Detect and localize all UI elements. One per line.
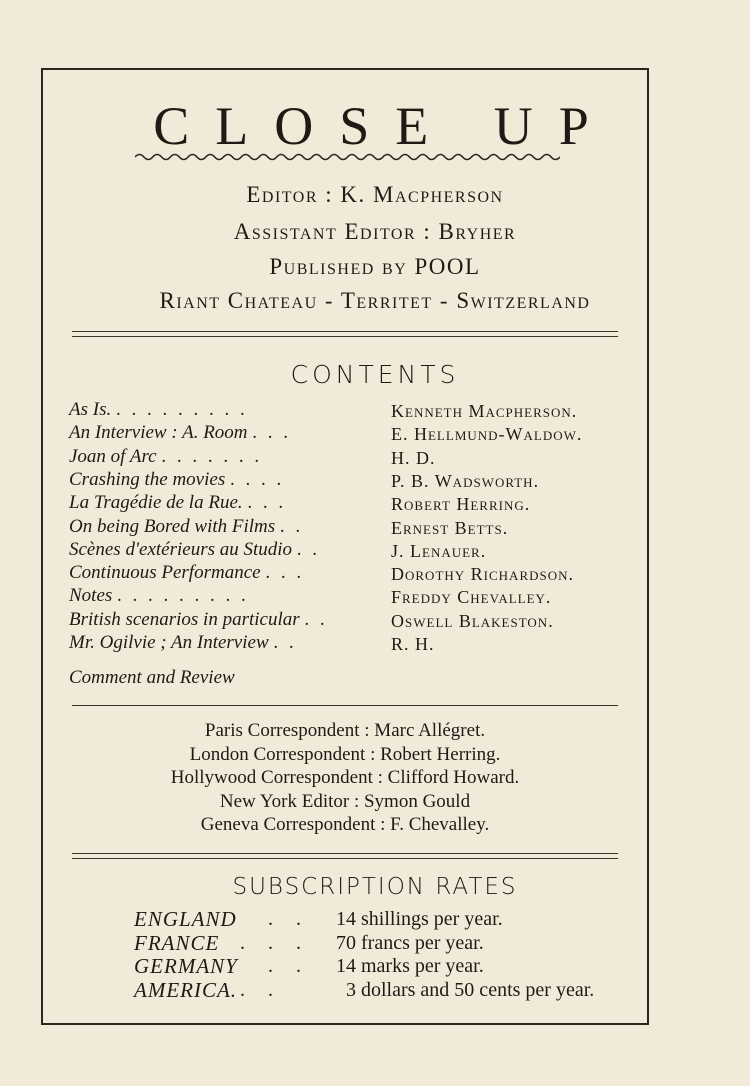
contents-item-author: P. B. Wadsworth. (391, 470, 540, 491)
subscription-price: 3 dollars and 50 cents per year. (346, 978, 595, 1001)
publisher-line: Published by POOL (269, 254, 481, 279)
article-title: Notes (69, 585, 113, 607)
divider-rule (72, 705, 618, 706)
correspondent-line: Hollywood Correspondent : Clifford Howard. (170, 767, 520, 789)
leader-dots: . . (279, 515, 304, 537)
correspondent-line: Geneva Correspondent : F. Chevalley. (200, 814, 490, 836)
leader-dots: . . . (252, 422, 292, 444)
subscription-country: GERMANY (134, 954, 238, 978)
contents-item-author: J. Lenauer. (391, 540, 487, 561)
contents-item-title[interactable] (69, 585, 249, 607)
subscription-country: ENGLAND (134, 907, 237, 931)
article-title: Mr. Ogilvie ; An Interview (69, 632, 269, 653)
article-title: As Is. (69, 399, 112, 420)
article-title: On being Bored with Films (69, 515, 276, 537)
contents-item-title[interactable] (69, 492, 286, 514)
subscription-country: AMERICA. (134, 977, 238, 1002)
contents-item-author: Robert Herring. (391, 494, 531, 515)
magazine-title: CLOSE UP (153, 96, 615, 156)
contents-heading: CONTENTS (290, 360, 460, 389)
leader-dots: . . (304, 608, 328, 630)
contents-item-author: Kenneth Macpherson. (391, 401, 578, 421)
subscription-price: 14 marks per year. (336, 955, 484, 977)
article-title: Crashing the movies (69, 468, 226, 490)
wavy-ornament (135, 150, 560, 164)
contents-item-author: Oswell Blakeston. (391, 610, 554, 631)
contents-item-title[interactable] (69, 539, 320, 561)
contents-item-title[interactable] (69, 469, 284, 491)
leader-dots: . . . (265, 562, 305, 584)
divider-rule (72, 331, 618, 337)
article-title: Joan of Arc (69, 445, 157, 467)
leader-dots: . . . . . . . . . (115, 399, 248, 420)
correspondent-line: Paris Correspondent : Marc Allégret. (204, 720, 486, 741)
correspondent-line: New York Editor : Symon Gould (219, 790, 471, 812)
contents-item-author: E. Hellmund-Waldow. (391, 424, 583, 445)
leader-dots: . . . (240, 931, 310, 954)
leader-dots: . . . . (229, 468, 285, 490)
divider-rule (72, 853, 618, 859)
subscription-price: 14 shillings per year. (336, 908, 503, 930)
leader-dots: . . (240, 978, 282, 1001)
correspondent-line: London Correspondent : Robert Herring. (189, 743, 501, 765)
contents-item-title[interactable] (69, 446, 262, 468)
article-title: An Interview : A. Room (69, 422, 248, 444)
leader-dots: . . . . . . . . . (117, 585, 249, 607)
contents-item-author: Dorothy Richardson. (391, 564, 575, 585)
leader-dots: . . . (247, 492, 287, 514)
subscription-heading: SUBSCRIPTION RATES (232, 874, 518, 900)
contents-item-title[interactable] (69, 516, 303, 538)
address-line: Riant Chateau - Territet - Switzerland (159, 288, 591, 313)
leader-dots: . . (273, 632, 297, 653)
contents-item-author: R. H. (391, 634, 435, 654)
contents-item-author: Freddy Chevalley. (391, 587, 552, 608)
article-title: Scènes d'extérieurs au Studio (69, 538, 293, 560)
contents-item-author: H. D. (391, 447, 436, 468)
leader-dots: . . (296, 538, 321, 560)
assistant-editor-line: Assistant Editor : Bryher (233, 219, 517, 244)
contents-item-title[interactable] (69, 562, 304, 584)
article-title: La Tragédie de la Rue. (69, 492, 243, 514)
contents-item-title[interactable] (69, 632, 297, 654)
leader-dots: . . (268, 908, 310, 930)
article-title: Continuous Performance (69, 562, 261, 584)
comment-and-review[interactable]: Comment and Review (69, 667, 235, 688)
editor-line: Editor : K. Macpherson (246, 182, 504, 207)
contents-item-author: Ernest Betts. (391, 517, 509, 538)
subscription-price: 70 francs per year. (336, 931, 484, 954)
contents-item-title[interactable] (69, 399, 248, 421)
subscription-country: FRANCE (134, 930, 220, 955)
contents-item-title[interactable] (69, 422, 291, 444)
leader-dots: . . . . . . . (161, 445, 263, 467)
contents-item-title[interactable] (69, 609, 328, 631)
leader-dots: . . (268, 955, 310, 977)
article-title: British scenarios in particular (69, 608, 300, 630)
